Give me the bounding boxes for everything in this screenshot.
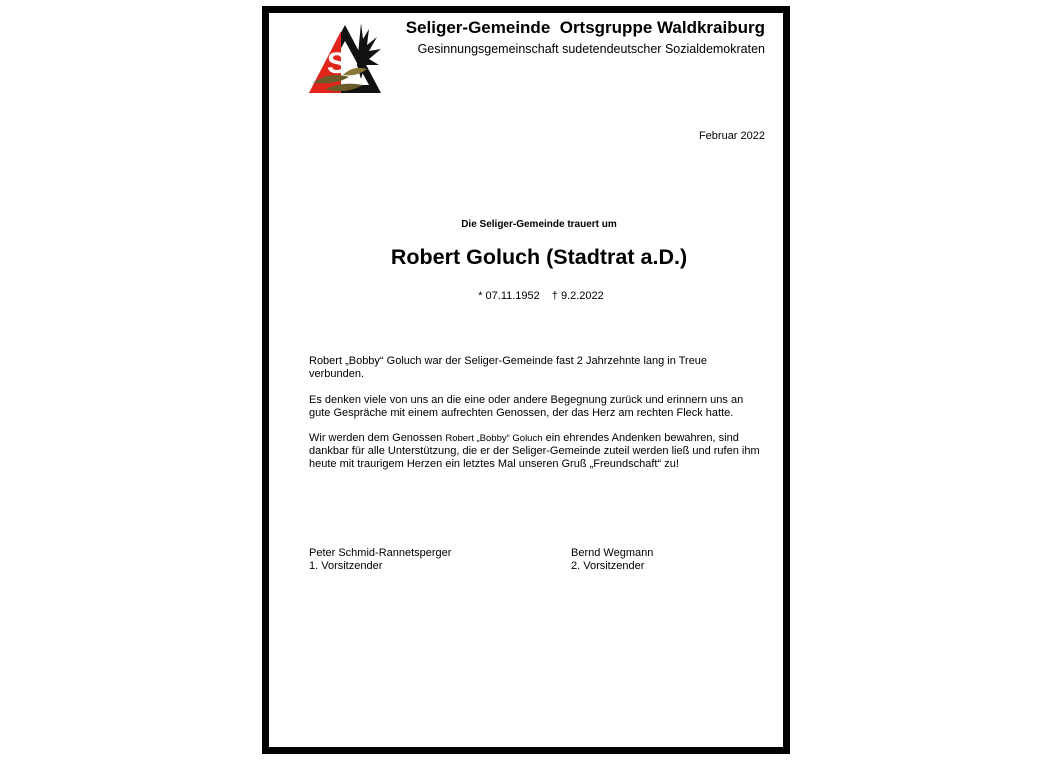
- logo-letter: S: [327, 47, 348, 80]
- paragraph-3-nickname: Robert „Bobby“ Goluch: [445, 433, 543, 444]
- seliger-gemeinde-logo-icon: [303, 19, 387, 99]
- signature-second-chair: [571, 547, 653, 573]
- signature-first-chair: [309, 547, 451, 573]
- signer-role: 2. Vorsitzender: [571, 560, 645, 572]
- life-dates: [269, 290, 813, 302]
- paragraph-3: [309, 432, 765, 471]
- mourning-heading: Die Seliger-Gemeinde trauert um: [461, 219, 617, 230]
- organization-subtitle: Gesinnungsgemeinschaft sudetendeutscher Sozialdemokraten: [417, 42, 765, 56]
- paragraph-3-start: Wir werden dem Genossen: [309, 432, 446, 444]
- organization-name: Seliger-Gemeinde Ortsgruppe Waldkraiburg: [405, 18, 765, 37]
- document-page: [262, 6, 790, 754]
- death-date: † 9.2.2022: [551, 290, 604, 302]
- signer-name: Peter Schmid-Rannetsperger: [309, 547, 452, 559]
- paragraph-2: Es denken viele von uns an die eine oder andere Begegnung zurück und erinnern uns an gute Gespräche mit einem aufrechten Genossen, der das Herz am rechten Fleck hatte.: [309, 394, 744, 419]
- signer-role: 1. Vorsitzender: [309, 560, 383, 572]
- paragraph-1: Robert „Bobby“ Goluch war der Seliger-Gemeinde fast 2 Jahrzehnte lang in Treue verbunden.: [309, 355, 708, 380]
- birth-date: * 07.11.1952: [478, 290, 540, 302]
- deceased-name: Robert Goluch (Stadtrat a.D.): [390, 245, 688, 269]
- document-date: Februar 2022: [698, 130, 765, 142]
- paragraph-3-end: ein ehrendes Andenken bewahren, sind dankbar für alle Unterstützung, die er der Seliger-Gemeinde zuteil werden ließ und rufen ihm heute mit traurigem Herzen ein letztes Mal unseren Gruß „Freundschaft“ zu!: [309, 432, 760, 470]
- signer-name: Bernd Wegmann: [571, 547, 654, 559]
